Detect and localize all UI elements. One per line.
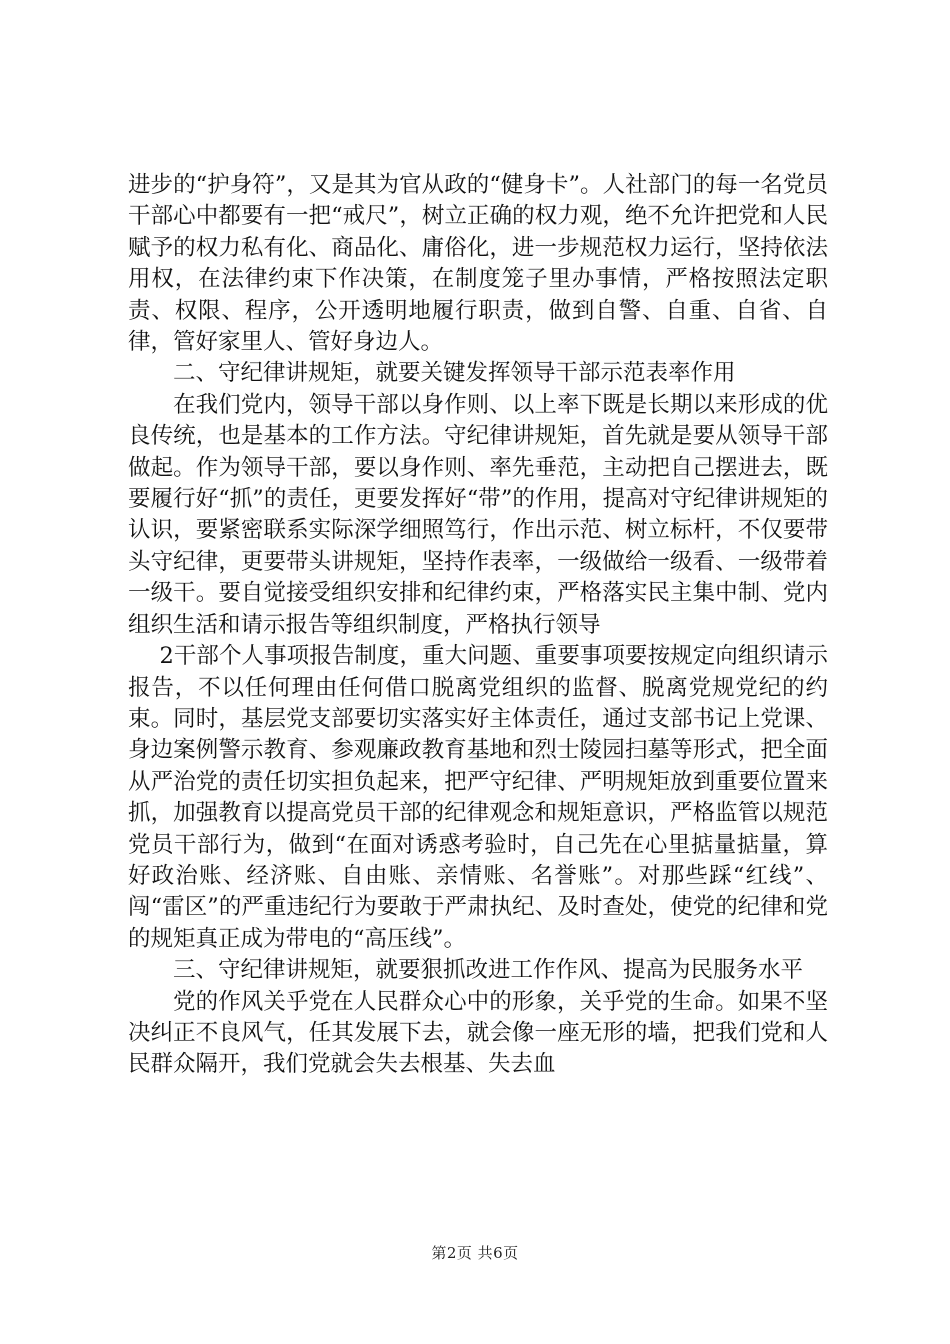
page-number-footer: 第2页 共6页 — [431, 1244, 519, 1262]
paragraph-reporting: 2干部个人事项报告制度，重大问题、重要事项要按规定向组织请示报告，不以任何理由任何借口脱离党组织的监督、脱离党规党纪的约束。同时，基层党支部要切实落实好主体责任，通过支部书记上党课、身边案例警示教育、参观廉政教育基地和烈士陵园扫墓等形式，把全面从严治党的责任切实担负起来，把严守纪律、严明规矩放到重要位置来抓，加强教育以提高党员干部的纪律观念和规矩意识，严格监管以规范党员干部行为，做到“在面对诱惑考验时，自己先在心里掂量掂量，算好政治账、经济账、自由账、亲情账、名誉账”。对那些踩“红线”、闯“雷区”的严重违纪行为要敢于严肃执纪、及时查处，使党的纪律和党的规矩真正成为带电的“高压线”。 — [128, 643, 828, 952]
document-body — [128, 170, 828, 1081]
paragraph-work-style: 党的作风关乎党在人民群众心中的形象，关乎党的生命。如果不坚决纠正不良风气，任其发展下去，就会像一座无形的墙，把我们党和人民群众隔开，我们党就会失去根基、失去血 — [128, 988, 828, 1078]
section-heading-3: 三、守纪律讲规矩，就要狠抓改进工作作风、提高为民服务水平 — [173, 957, 804, 984]
section-heading-2: 二、守纪律讲规矩，就要关键发挥领导干部示范表率作用 — [173, 360, 736, 387]
paragraph-continuation: 进步的“护身符”，又是其为官从政的“健身卡”。人社部门的每一名党员干部心中都要有一把“戒尺”，树立正确的权力观，绝不允许把党和人民赋予的权力私有化、商品化、庸俗化，进一步规范权力运行，坚持依法用权，在法律约束下作决策，在制度笼子里办事情，严格按照法定职责、权限、程序，公开透明地履行职责，做到自警、自重、自省、自律，管好家里人、管好身边人。 — [128, 172, 828, 356]
paragraph-leadership: 在我们党内，领导干部以身作则、以上率下既是长期以来形成的优良传统，也是基本的工作方法。守纪律讲规矩，首先就是要从领导干部做起。作为领导干部，要以身作则、率先垂范，主动把自己摆进去，既要履行好“抓”的责任，更要发挥好“带”的作用，提高对守纪律讲规矩的认识，要紧密联系实际深学细照笃行，作出示范、树立标杆，不仅要带头守纪律，更要带头讲规矩，坚持作表率，一级做给一级看、一级带着一级干。要自觉接受组织安排和纪律约束，严格落实民主集中制、党内组织生活和请示报告等组织制度，严格执行领导 — [128, 391, 828, 638]
